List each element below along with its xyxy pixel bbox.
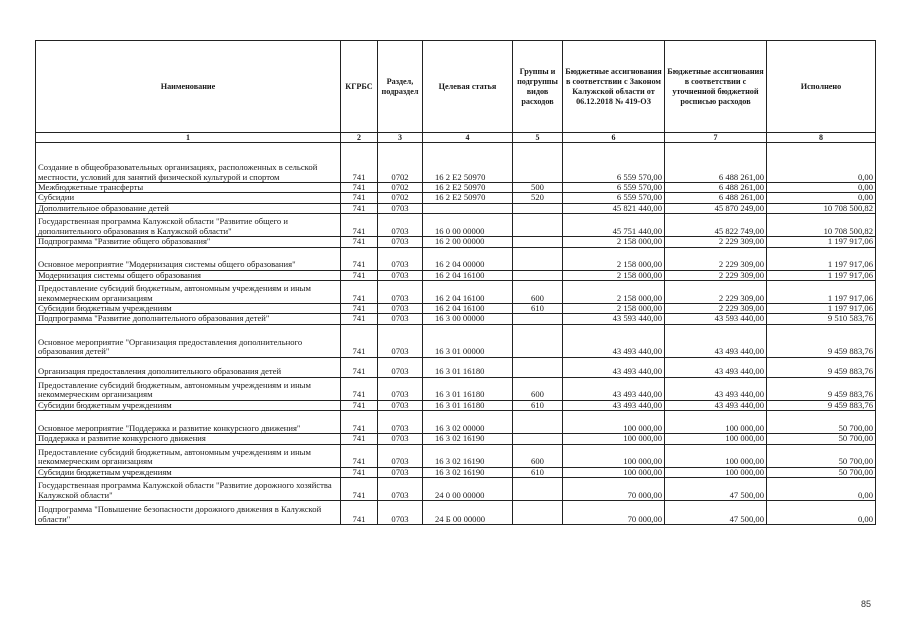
row-group xyxy=(513,501,563,525)
row-executed: 0,00 xyxy=(767,478,876,501)
budget-table-sheet xyxy=(35,40,875,525)
row-section: 0703 xyxy=(378,501,423,525)
row-kgrbs: 741 xyxy=(341,324,378,357)
table-row xyxy=(36,143,876,183)
row-kgrbs: 741 xyxy=(341,247,378,270)
row-group xyxy=(513,314,563,324)
row-name: Основное мероприятие "Модернизация системы общего образования" xyxy=(36,247,341,270)
row-section: 0703 xyxy=(378,478,423,501)
row-executed: 9 510 583,76 xyxy=(767,314,876,324)
row-budget-refined: 6 488 261,00 xyxy=(665,183,767,193)
row-section: 0703 xyxy=(378,411,423,434)
row-article: 16 3 02 00000 xyxy=(423,411,513,434)
table-row xyxy=(36,467,876,477)
table-row xyxy=(36,203,876,213)
table-row xyxy=(36,501,876,525)
table-row xyxy=(36,324,876,357)
header-row xyxy=(36,41,876,133)
row-budget-law: 6 559 570,00 xyxy=(563,143,665,183)
table-row xyxy=(36,183,876,193)
header-group: Группы и подгруппы видов расходов xyxy=(513,41,563,133)
row-budget-law: 2 158 000,00 xyxy=(563,237,665,247)
row-kgrbs: 741 xyxy=(341,467,378,477)
table-body xyxy=(36,143,876,525)
table-row xyxy=(36,400,876,410)
row-group xyxy=(513,478,563,501)
table-row xyxy=(36,411,876,434)
row-kgrbs: 741 xyxy=(341,193,378,203)
row-executed: 50 700,00 xyxy=(767,444,876,467)
row-group xyxy=(513,411,563,434)
table-row xyxy=(36,377,876,400)
row-budget-refined: 45 870 249,00 xyxy=(665,203,767,213)
row-budget-law: 100 000,00 xyxy=(563,467,665,477)
row-kgrbs: 741 xyxy=(341,304,378,314)
column-number: 7 xyxy=(665,133,767,143)
row-name: Организация предоставления дополнительного образования детей xyxy=(36,357,341,377)
row-budget-refined: 45 822 749,00 xyxy=(665,214,767,237)
row-kgrbs: 741 xyxy=(341,270,378,280)
row-article: 16 2 04 16100 xyxy=(423,281,513,304)
row-budget-law: 100 000,00 xyxy=(563,444,665,467)
row-budget-refined: 2 229 309,00 xyxy=(665,281,767,304)
header-name: Наименование xyxy=(36,41,341,133)
row-executed: 0,00 xyxy=(767,143,876,183)
row-name: Создание в общеобразовательных организациях, расположенных в сельской местности, условий для занятий физической культурой и спортом xyxy=(36,143,341,183)
row-section: 0703 xyxy=(378,304,423,314)
row-article: 16 3 01 16180 xyxy=(423,400,513,410)
row-executed: 9 459 883,76 xyxy=(767,377,876,400)
row-article: 16 2 Е2 50970 xyxy=(423,193,513,203)
row-kgrbs: 741 xyxy=(341,478,378,501)
column-number: 3 xyxy=(378,133,423,143)
row-kgrbs: 741 xyxy=(341,444,378,467)
row-section: 0703 xyxy=(378,281,423,304)
row-section: 0703 xyxy=(378,400,423,410)
row-executed: 50 700,00 xyxy=(767,411,876,434)
row-section: 0703 xyxy=(378,270,423,280)
row-budget-law: 45 751 440,00 xyxy=(563,214,665,237)
row-kgrbs: 741 xyxy=(341,203,378,213)
row-kgrbs: 741 xyxy=(341,377,378,400)
row-budget-refined: 6 488 261,00 xyxy=(665,143,767,183)
row-article: 16 2 04 00000 xyxy=(423,247,513,270)
row-section: 0703 xyxy=(378,467,423,477)
row-name: Субсидии xyxy=(36,193,341,203)
row-group: 600 xyxy=(513,281,563,304)
table-row xyxy=(36,270,876,280)
row-budget-law: 43 593 440,00 xyxy=(563,314,665,324)
row-article: 24 Б 00 00000 xyxy=(423,501,513,525)
row-name: Государственная программа Калужской области "Развитие дорожного хозяйства Калужской области" xyxy=(36,478,341,501)
row-budget-law: 43 493 440,00 xyxy=(563,400,665,410)
row-executed: 1 197 917,06 xyxy=(767,281,876,304)
row-budget-law: 100 000,00 xyxy=(563,434,665,444)
row-executed: 0,00 xyxy=(767,501,876,525)
row-article: 16 3 01 16180 xyxy=(423,357,513,377)
row-kgrbs: 741 xyxy=(341,183,378,193)
row-section: 0703 xyxy=(378,314,423,324)
row-kgrbs: 741 xyxy=(341,357,378,377)
row-section: 0703 xyxy=(378,324,423,357)
table-row xyxy=(36,214,876,237)
row-executed: 50 700,00 xyxy=(767,467,876,477)
table-row xyxy=(36,434,876,444)
row-executed: 0,00 xyxy=(767,193,876,203)
row-budget-refined: 100 000,00 xyxy=(665,411,767,434)
row-group: 600 xyxy=(513,444,563,467)
row-budget-law: 2 158 000,00 xyxy=(563,270,665,280)
row-group: 500 xyxy=(513,183,563,193)
row-article: 24 0 00 00000 xyxy=(423,478,513,501)
table-row xyxy=(36,247,876,270)
row-group xyxy=(513,247,563,270)
header-executed: Исполнено xyxy=(767,41,876,133)
row-article: 16 2 04 16100 xyxy=(423,270,513,280)
row-budget-refined: 2 229 309,00 xyxy=(665,247,767,270)
row-kgrbs: 741 xyxy=(341,281,378,304)
row-budget-refined: 43 493 440,00 xyxy=(665,377,767,400)
row-article: 16 2 Е2 50970 xyxy=(423,143,513,183)
row-section: 0702 xyxy=(378,143,423,183)
header-section: Раздел, подраздел xyxy=(378,41,423,133)
row-budget-law: 45 821 440,00 xyxy=(563,203,665,213)
row-name: Модернизация системы общего образования xyxy=(36,270,341,280)
row-name: Основное мероприятие "Поддержка и развитие конкурсного движения" xyxy=(36,411,341,434)
table-row xyxy=(36,304,876,314)
row-budget-refined: 43 593 440,00 xyxy=(665,314,767,324)
row-budget-law: 43 493 440,00 xyxy=(563,324,665,357)
header-article: Целевая статья xyxy=(423,41,513,133)
row-budget-refined: 43 493 440,00 xyxy=(665,400,767,410)
row-article: 16 2 00 00000 xyxy=(423,237,513,247)
row-section: 0703 xyxy=(378,247,423,270)
row-section: 0703 xyxy=(378,357,423,377)
row-article: 16 2 04 16100 xyxy=(423,304,513,314)
row-budget-refined: 100 000,00 xyxy=(665,434,767,444)
row-budget-law: 70 000,00 xyxy=(563,478,665,501)
column-number: 4 xyxy=(423,133,513,143)
row-name: Дополнительное образование детей xyxy=(36,203,341,213)
row-budget-refined: 2 229 309,00 xyxy=(665,304,767,314)
row-name: Предоставление субсидий бюджетным, автономным учреждениям и иным некоммерческим организациям xyxy=(36,444,341,467)
row-budget-refined: 100 000,00 xyxy=(665,444,767,467)
row-executed: 0,00 xyxy=(767,183,876,193)
row-section: 0703 xyxy=(378,444,423,467)
row-article xyxy=(423,203,513,213)
budget-table xyxy=(35,40,876,525)
row-budget-law: 2 158 000,00 xyxy=(563,281,665,304)
row-kgrbs: 741 xyxy=(341,143,378,183)
row-group xyxy=(513,203,563,213)
row-executed: 1 197 917,06 xyxy=(767,247,876,270)
row-name: Предоставление субсидий бюджетным, автономным учреждениям и иным некоммерческим организациям xyxy=(36,377,341,400)
row-name: Субсидии бюджетным учреждениям xyxy=(36,400,341,410)
row-group xyxy=(513,237,563,247)
table-row xyxy=(36,357,876,377)
row-kgrbs: 741 xyxy=(341,434,378,444)
row-kgrbs: 741 xyxy=(341,400,378,410)
row-name: Субсидии бюджетным учреждениям xyxy=(36,467,341,477)
header-budget-refined: Бюджетные ассигнования в соответствии с уточненной бюджетной росписью расходов xyxy=(665,41,767,133)
row-kgrbs: 741 xyxy=(341,214,378,237)
row-article: 16 3 02 16190 xyxy=(423,444,513,467)
row-executed: 10 708 500,82 xyxy=(767,203,876,213)
row-budget-law: 100 000,00 xyxy=(563,411,665,434)
column-number: 5 xyxy=(513,133,563,143)
table-row xyxy=(36,281,876,304)
table-row xyxy=(36,193,876,203)
row-budget-refined: 2 229 309,00 xyxy=(665,270,767,280)
row-section: 0703 xyxy=(378,203,423,213)
row-budget-law: 6 559 570,00 xyxy=(563,183,665,193)
row-name: Межбюджетные трансферты xyxy=(36,183,341,193)
row-group: 520 xyxy=(513,193,563,203)
row-budget-law: 2 158 000,00 xyxy=(563,247,665,270)
row-group xyxy=(513,270,563,280)
row-article: 16 3 01 16180 xyxy=(423,377,513,400)
row-article: 16 3 01 00000 xyxy=(423,324,513,357)
row-name: Поддержка и развитие конкурсного движения xyxy=(36,434,341,444)
row-budget-law: 6 559 570,00 xyxy=(563,193,665,203)
row-section: 0703 xyxy=(378,377,423,400)
row-executed: 1 197 917,06 xyxy=(767,304,876,314)
table-row xyxy=(36,237,876,247)
row-kgrbs: 741 xyxy=(341,314,378,324)
row-article: 16 0 00 00000 xyxy=(423,214,513,237)
row-group xyxy=(513,434,563,444)
table-row xyxy=(36,314,876,324)
row-section: 0702 xyxy=(378,193,423,203)
row-section: 0702 xyxy=(378,183,423,193)
row-budget-law: 43 493 440,00 xyxy=(563,377,665,400)
row-group xyxy=(513,357,563,377)
column-number: 1 xyxy=(36,133,341,143)
row-budget-refined: 47 500,00 xyxy=(665,501,767,525)
row-group xyxy=(513,214,563,237)
row-section: 0703 xyxy=(378,237,423,247)
row-group xyxy=(513,324,563,357)
row-name: Подпрограмма "Развитие дополнительного образования детей" xyxy=(36,314,341,324)
row-executed: 9 459 883,76 xyxy=(767,400,876,410)
row-group xyxy=(513,143,563,183)
row-article: 16 2 Е2 50970 xyxy=(423,183,513,193)
row-executed: 10 708 500,82 xyxy=(767,214,876,237)
row-kgrbs: 741 xyxy=(341,501,378,525)
row-executed: 1 197 917,06 xyxy=(767,237,876,247)
row-kgrbs: 741 xyxy=(341,237,378,247)
row-name: Подпрограмма "Развитие общего образования" xyxy=(36,237,341,247)
table-row xyxy=(36,478,876,501)
row-kgrbs: 741 xyxy=(341,411,378,434)
row-article: 16 3 02 16190 xyxy=(423,434,513,444)
row-group: 610 xyxy=(513,467,563,477)
row-budget-law: 70 000,00 xyxy=(563,501,665,525)
row-budget-law: 2 158 000,00 xyxy=(563,304,665,314)
row-budget-refined: 2 229 309,00 xyxy=(665,237,767,247)
row-budget-refined: 100 000,00 xyxy=(665,467,767,477)
page-number: 85 xyxy=(861,599,872,609)
row-name: Государственная программа Калужской области "Развитие общего и дополнительного образования в Калужской области" xyxy=(36,214,341,237)
header-budget-law: Бюджетные ассигнования в соответствии с Законом Калужской области от 06.12.2018 № 419-ОЗ xyxy=(563,41,665,133)
row-name: Предоставление субсидий бюджетным, автономным учреждениям и иным некоммерческим организациям xyxy=(36,281,341,304)
header-kgrbs: КГРБС xyxy=(341,41,378,133)
column-number: 8 xyxy=(767,133,876,143)
row-name: Субсидии бюджетным учреждениям xyxy=(36,304,341,314)
row-section: 0703 xyxy=(378,434,423,444)
row-article: 16 3 00 00000 xyxy=(423,314,513,324)
row-budget-refined: 47 500,00 xyxy=(665,478,767,501)
row-budget-refined: 6 488 261,00 xyxy=(665,193,767,203)
table-row xyxy=(36,444,876,467)
row-budget-refined: 43 493 440,00 xyxy=(665,324,767,357)
row-executed: 9 459 883,76 xyxy=(767,357,876,377)
row-executed: 9 459 883,76 xyxy=(767,324,876,357)
row-name: Подпрограмма "Повышение безопасности дорожного движения в Калужской области" xyxy=(36,501,341,525)
row-group: 610 xyxy=(513,400,563,410)
row-group: 600 xyxy=(513,377,563,400)
row-name: Основное мероприятие "Организация предоставления дополнительного образования детей" xyxy=(36,324,341,357)
row-executed: 50 700,00 xyxy=(767,434,876,444)
row-article: 16 3 02 16190 xyxy=(423,467,513,477)
row-section: 0703 xyxy=(378,214,423,237)
row-budget-law: 43 493 440,00 xyxy=(563,357,665,377)
row-group: 610 xyxy=(513,304,563,314)
column-number-row xyxy=(36,133,876,143)
column-number: 2 xyxy=(341,133,378,143)
row-executed: 1 197 917,06 xyxy=(767,270,876,280)
column-number: 6 xyxy=(563,133,665,143)
row-budget-refined: 43 493 440,00 xyxy=(665,357,767,377)
